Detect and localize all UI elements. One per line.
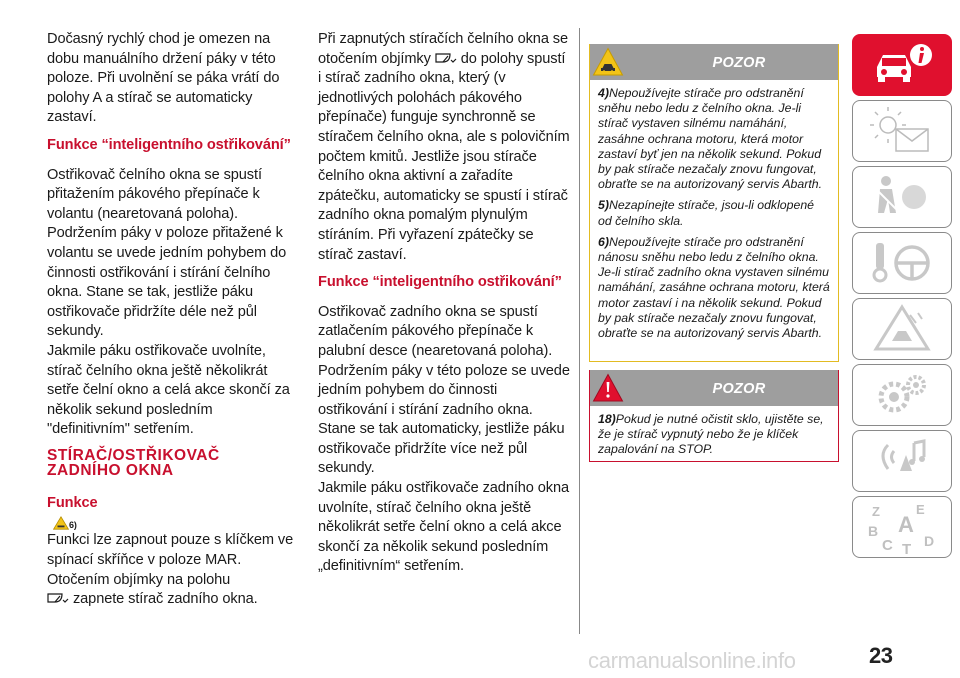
warning-box-body — [590, 80, 838, 355]
warning-box-title: POZOR — [712, 381, 766, 397]
tab-emergency[interactable] — [852, 298, 952, 360]
heading-functions: Funkce — [47, 494, 98, 511]
rear-wiper-sync-b: do polohy spustí i stírač zadního okna, který (v jednotlivých polohách pákového přepínače) funguje synchronně se stíračem čelního okna, ale s polovičním počtem kmitů. Jestliže jsou stírače čelního okna aktivní a zařadíte zpátečku, automaticky se spustí i stírač zadního okna pomalým plynulým stíráním. Při vyřazení zpátečky se stírač zastaví. — [318, 50, 570, 263]
alphabet-index-icon — [864, 500, 940, 554]
warning-box-danger — [589, 370, 839, 462]
warning-box-title: POZOR — [712, 55, 766, 71]
warning-item-5: 5)Nezapínejte stírače, jsou-li odklopené od čelního skla. — [598, 198, 815, 228]
warning-box-caution — [589, 44, 839, 362]
left-column — [47, 30, 299, 618]
warning-triangle-icon — [866, 303, 938, 355]
multimedia-icon — [866, 435, 938, 487]
paragraph-front-washer-release: Jakmile páku ostřikovače uvolníte, stírač čelního okna ještě několikrát setře čelní okno a celá akce skončí za několik sekund posledním "definitivním" setřením. — [47, 342, 290, 438]
paragraph-rear-washer: Ostřikovač zadního okna se spustí zatlačením pákového přepínače k palubní desce (nearetovaná poloha). Podržením páky v této poloze se uvede jedním pohybem do činnosti ostřikování i stírání zadního okna. Stane se tak automaticky, jestliže páku ostřikovače přidržíte více než půl sekundy. — [318, 303, 570, 477]
warning-lights-icon — [866, 105, 938, 157]
rear-wiper-icon — [435, 53, 457, 64]
rear-wiper-sync-a: Při zapnutých stíračích čelního okna se otočením objímky — [318, 31, 569, 67]
section-title-line1: STÍRAČ/OSTŘIKOVAČ — [47, 446, 220, 464]
paragraph-turn-ring — [47, 571, 299, 610]
car-info-icon — [867, 41, 937, 89]
tab-index[interactable] — [852, 496, 952, 558]
paragraph-rear-washer-release: Jakmile páku ostřikovače zadního okna uvolníte, stírač čelního okna ještě několikrát setře čelní okno a celá akce skončí za několik sekund posledním „definitivním“ setřením. — [318, 480, 570, 575]
index-letter: A — [898, 512, 914, 537]
tab-car-info[interactable] — [852, 34, 952, 96]
key-steering-icon — [866, 237, 938, 289]
warning-reference — [47, 513, 299, 531]
turn-ring-text-b: zapnete stírač zadního okna. — [72, 591, 258, 608]
seatbelt-airbag-icon — [866, 171, 938, 223]
tab-maintenance[interactable] — [852, 364, 952, 426]
warning-item-18: 18)Pokud je nutné očistit sklo, ujistěte se, že je stírač vypnutý nebo že je klíček zapalování na STOP. — [598, 412, 824, 457]
gears-icon — [866, 369, 938, 421]
tab-safety[interactable] — [852, 166, 952, 228]
index-letter: Z — [872, 504, 880, 519]
heading-smart-wash-front: Funkce “inteligentního ostřikování” — [47, 136, 291, 153]
column-divider — [579, 28, 580, 634]
tab-starting-driving[interactable] — [852, 232, 952, 294]
heading-smart-wash-rear: Funkce “inteligentního ostřikování” — [318, 274, 562, 291]
paragraph-rear-wiper-sync — [318, 30, 570, 265]
section-title-line2: ZADNÍHO OKNA — [47, 461, 174, 479]
warning-ref-number: 6) — [69, 520, 77, 531]
tab-multimedia[interactable] — [852, 430, 952, 492]
rear-wiper-icon — [47, 593, 69, 604]
index-letter: C — [882, 537, 893, 554]
page-number: 23 — [869, 643, 893, 668]
warning-box-header — [590, 370, 838, 406]
tab-warning-lights[interactable] — [852, 100, 952, 162]
middle-column — [318, 30, 570, 585]
paragraph-temporary-fast-mode: Dočasný rychlý chod je omezen na dobu manuálního držení páky v této poloze. Při uvolnění se páka vrátí do polohy A a stírač se automaticky zastaví. — [47, 31, 280, 126]
section-title-rear-wiper — [47, 448, 299, 478]
index-letter: B — [868, 523, 879, 539]
paragraph-front-washer: Ostřikovač čelního okna se spustí přitažením pákového přepínače k volantu (nearetovaná poloha). Podržením páky v poloze přitažené k volantu se uvede jedním pohybem do činnosti ostřikování i stírání čelního okna. Stane se tak, jestliže páku ostřikovače přidržíte déle než půl sekundy. — [47, 166, 287, 340]
warning-item-6: 6)Nepoužívejte stírače pro odstranění nánosu sněhu nebo ledu z čelního okna. Je-li stírač zadního okna vystaven silnému namáhání, zasáhne ochrana motoru, která motor zastaví i na několik sekund. Pokud by pak stírače nezačaly znovu fungovat, obraťte se na autorizovaný servis Abarth. — [598, 234, 830, 341]
index-letter: E — [916, 502, 925, 517]
warning-box-body — [590, 406, 838, 472]
index-letter: D — [924, 533, 935, 549]
paragraph-mar-position: Funkci lze zapnout pouze s klíčkem ve spínací skříňce v poloze MAR. — [47, 532, 294, 569]
warning-box-header — [590, 44, 838, 80]
caution-triangle-icon — [53, 516, 69, 530]
index-letter: T — [902, 541, 912, 554]
watermark: carmanualsonline.info — [588, 648, 796, 673]
turn-ring-text-a: Otočením objímky na polohu — [47, 571, 231, 588]
warning-item-4: 4)Nepoužívejte stírače pro odstranění sněhu nebo ledu z čelního okna. Je-li stírač vystaven silnému namáhání, zasáhne ochrana motoru, která motor zastaví byť jen na několik sekund. Pokud by pak stírače nezačaly znovu fungovat, obraťte se na autorizovaný servis Abarth. — [598, 86, 822, 192]
